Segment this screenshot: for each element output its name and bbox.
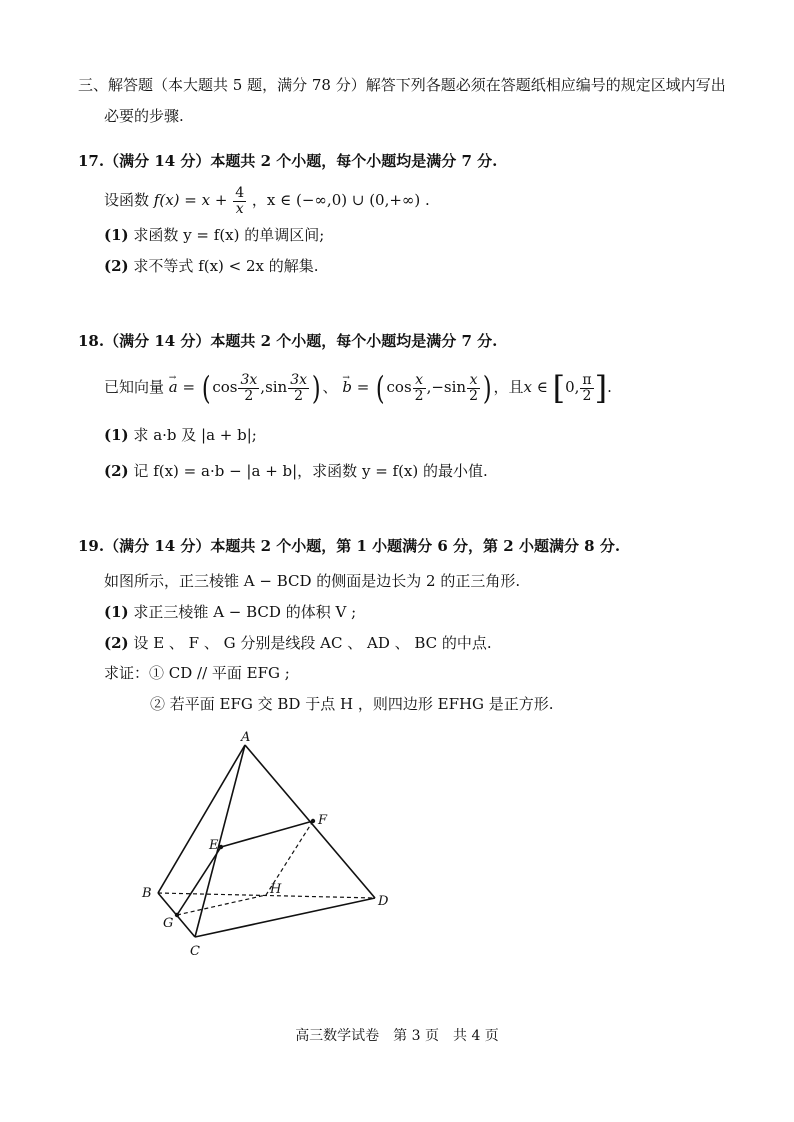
pyramid-figure [130, 725, 410, 965]
paren-open-icon: ( [201, 369, 211, 407]
q17-header: 17.（满分 14 分）本题共 2 个小题，每个小题均是满分 7 分. [78, 152, 498, 170]
q17-frac-num: 4 [235, 184, 245, 201]
q17-part2-label: (2) [104, 257, 129, 275]
q17-domain: ，x ∈ (−∞,0) ∪ (0,+∞) . [251, 191, 430, 209]
edge-AC [195, 745, 245, 937]
label-H: H [270, 882, 282, 897]
q18-a-sin-den: 2 [294, 387, 304, 404]
q19-proof-line1: 求证：① CD // 平面 EFG ; [104, 664, 290, 682]
label-C: C [190, 944, 200, 959]
label-E: E [209, 838, 219, 853]
q19-part2 [104, 632, 492, 654]
q19-part2-text: 设 E 、 F 、 G 分别是线段 AC 、 AD 、 BC 的中点. [133, 634, 492, 652]
q17-part1 [104, 224, 324, 246]
q18-b-sin-den: 2 [469, 387, 478, 404]
q19-part1-text: 求正三棱锥 A − BCD 的体积 V ; [133, 603, 357, 621]
segment-EG [177, 847, 221, 915]
point-F [311, 819, 315, 823]
q18-intro: 已知向量 → a = ( cos $\frac{3x}{2}$ ,sin $\frac{3x}{2}$ ) 、 → b = ( cos $\frac{x}{2}$ ,−sin $\frac{x}{2}$ ) ，且x ∈ [0, $\frac{\pi}{2}$ ]. [104, 364, 612, 411]
q17-fraction [233, 186, 246, 216]
q18-a-cos-num: 3x [240, 371, 258, 388]
vector-a-symbol: → a [169, 364, 178, 410]
q17-part1-text: 求函数 y = f(x) 的单调区间; [133, 226, 325, 244]
q17-func-lhs: f(x) = x + [153, 191, 228, 209]
q18-pi-frac [580, 373, 593, 403]
paren-open-icon: ( [375, 369, 385, 407]
q17-intro-prefix: 设函数 [104, 191, 150, 209]
q17-part2 [104, 255, 319, 277]
paren-close-icon: ) [482, 369, 492, 407]
point-E [219, 845, 223, 849]
label-B: B [142, 886, 152, 901]
q17-frac-den: x [235, 200, 244, 217]
q18-and-text: ，且 [493, 378, 524, 396]
q18-part1-text: 求 a·b 及 |a + b|; [133, 426, 257, 444]
label-F: F [318, 813, 328, 828]
q18-part2 [104, 460, 488, 482]
q18-b-cos-den: 2 [414, 387, 424, 404]
edge-AB [158, 745, 245, 893]
edge-CD [195, 898, 375, 937]
q18-part2-label: (2) [104, 462, 129, 480]
section-header-line1: 三、解答题（本大题共 5 题，满分 78 分）解答下列各题必须在答题纸相应编号的规定区域内写出 [78, 76, 726, 94]
vector-b-symbol: → b [342, 364, 352, 410]
segment-EF [221, 821, 313, 847]
q19-header: 19.（满分 14 分）本题共 2 个小题，第 1 小题满分 6 分，第 2 小题满分 8 分. [78, 537, 621, 555]
q19-part1-label: (1) [104, 603, 129, 621]
q18-pi-num: π [582, 371, 592, 388]
q18-b-cos-frac [413, 373, 426, 403]
q18-b-sin-frac [467, 373, 480, 403]
q18-part1 [104, 424, 257, 446]
q18-a-cos-frac [238, 373, 259, 403]
q18-b-cos-num: x [413, 373, 426, 389]
q17-part1-label: (1) [104, 226, 129, 244]
q19-proof-line2: ② 若平面 EFG 交 BD 于点 H ，则四边形 EFHG 是正方形. [150, 695, 554, 713]
q17-part2-text: 求不等式 f(x) < 2x 的解集. [133, 257, 319, 275]
bracket-open-icon: [ [552, 369, 566, 407]
point-G [175, 913, 179, 917]
q18-a-cos-den: 2 [244, 387, 254, 404]
label-G: G [163, 916, 174, 931]
q18-part2-text: 记 f(x) = a·b − |a + b|，求函数 y = f(x) 的最小值. [133, 462, 488, 480]
q18-b-sin-num: x [467, 373, 480, 389]
q18-a-sin-num: 3x [290, 371, 308, 388]
q18-header: 18.（满分 14 分）本题共 2 个小题，每个小题均是满分 7 分. [78, 332, 498, 350]
q18-part1-label: (1) [104, 426, 129, 444]
q18-a-sin-frac [288, 373, 309, 403]
q18-intro-prefix: 已知向量 [104, 378, 165, 396]
q17-intro [104, 180, 430, 220]
section-header-line2: 必要的步骤. [104, 107, 184, 125]
q19-intro: 如图所示，正三棱锥 A − BCD 的侧面是边长为 2 的正三角形. [104, 572, 521, 590]
segment-GH-hidden [177, 895, 266, 915]
page-footer: 高三数学试卷 第 3 页 共 4 页 [295, 1028, 499, 1044]
q19-part2-label: (2) [104, 634, 129, 652]
paren-close-icon: ) [311, 369, 321, 407]
label-A: A [241, 730, 251, 745]
q19-part1 [104, 601, 356, 623]
label-D: D [378, 894, 389, 909]
q18-pi-den: 2 [582, 387, 592, 404]
bracket-close-icon: ] [594, 369, 608, 407]
